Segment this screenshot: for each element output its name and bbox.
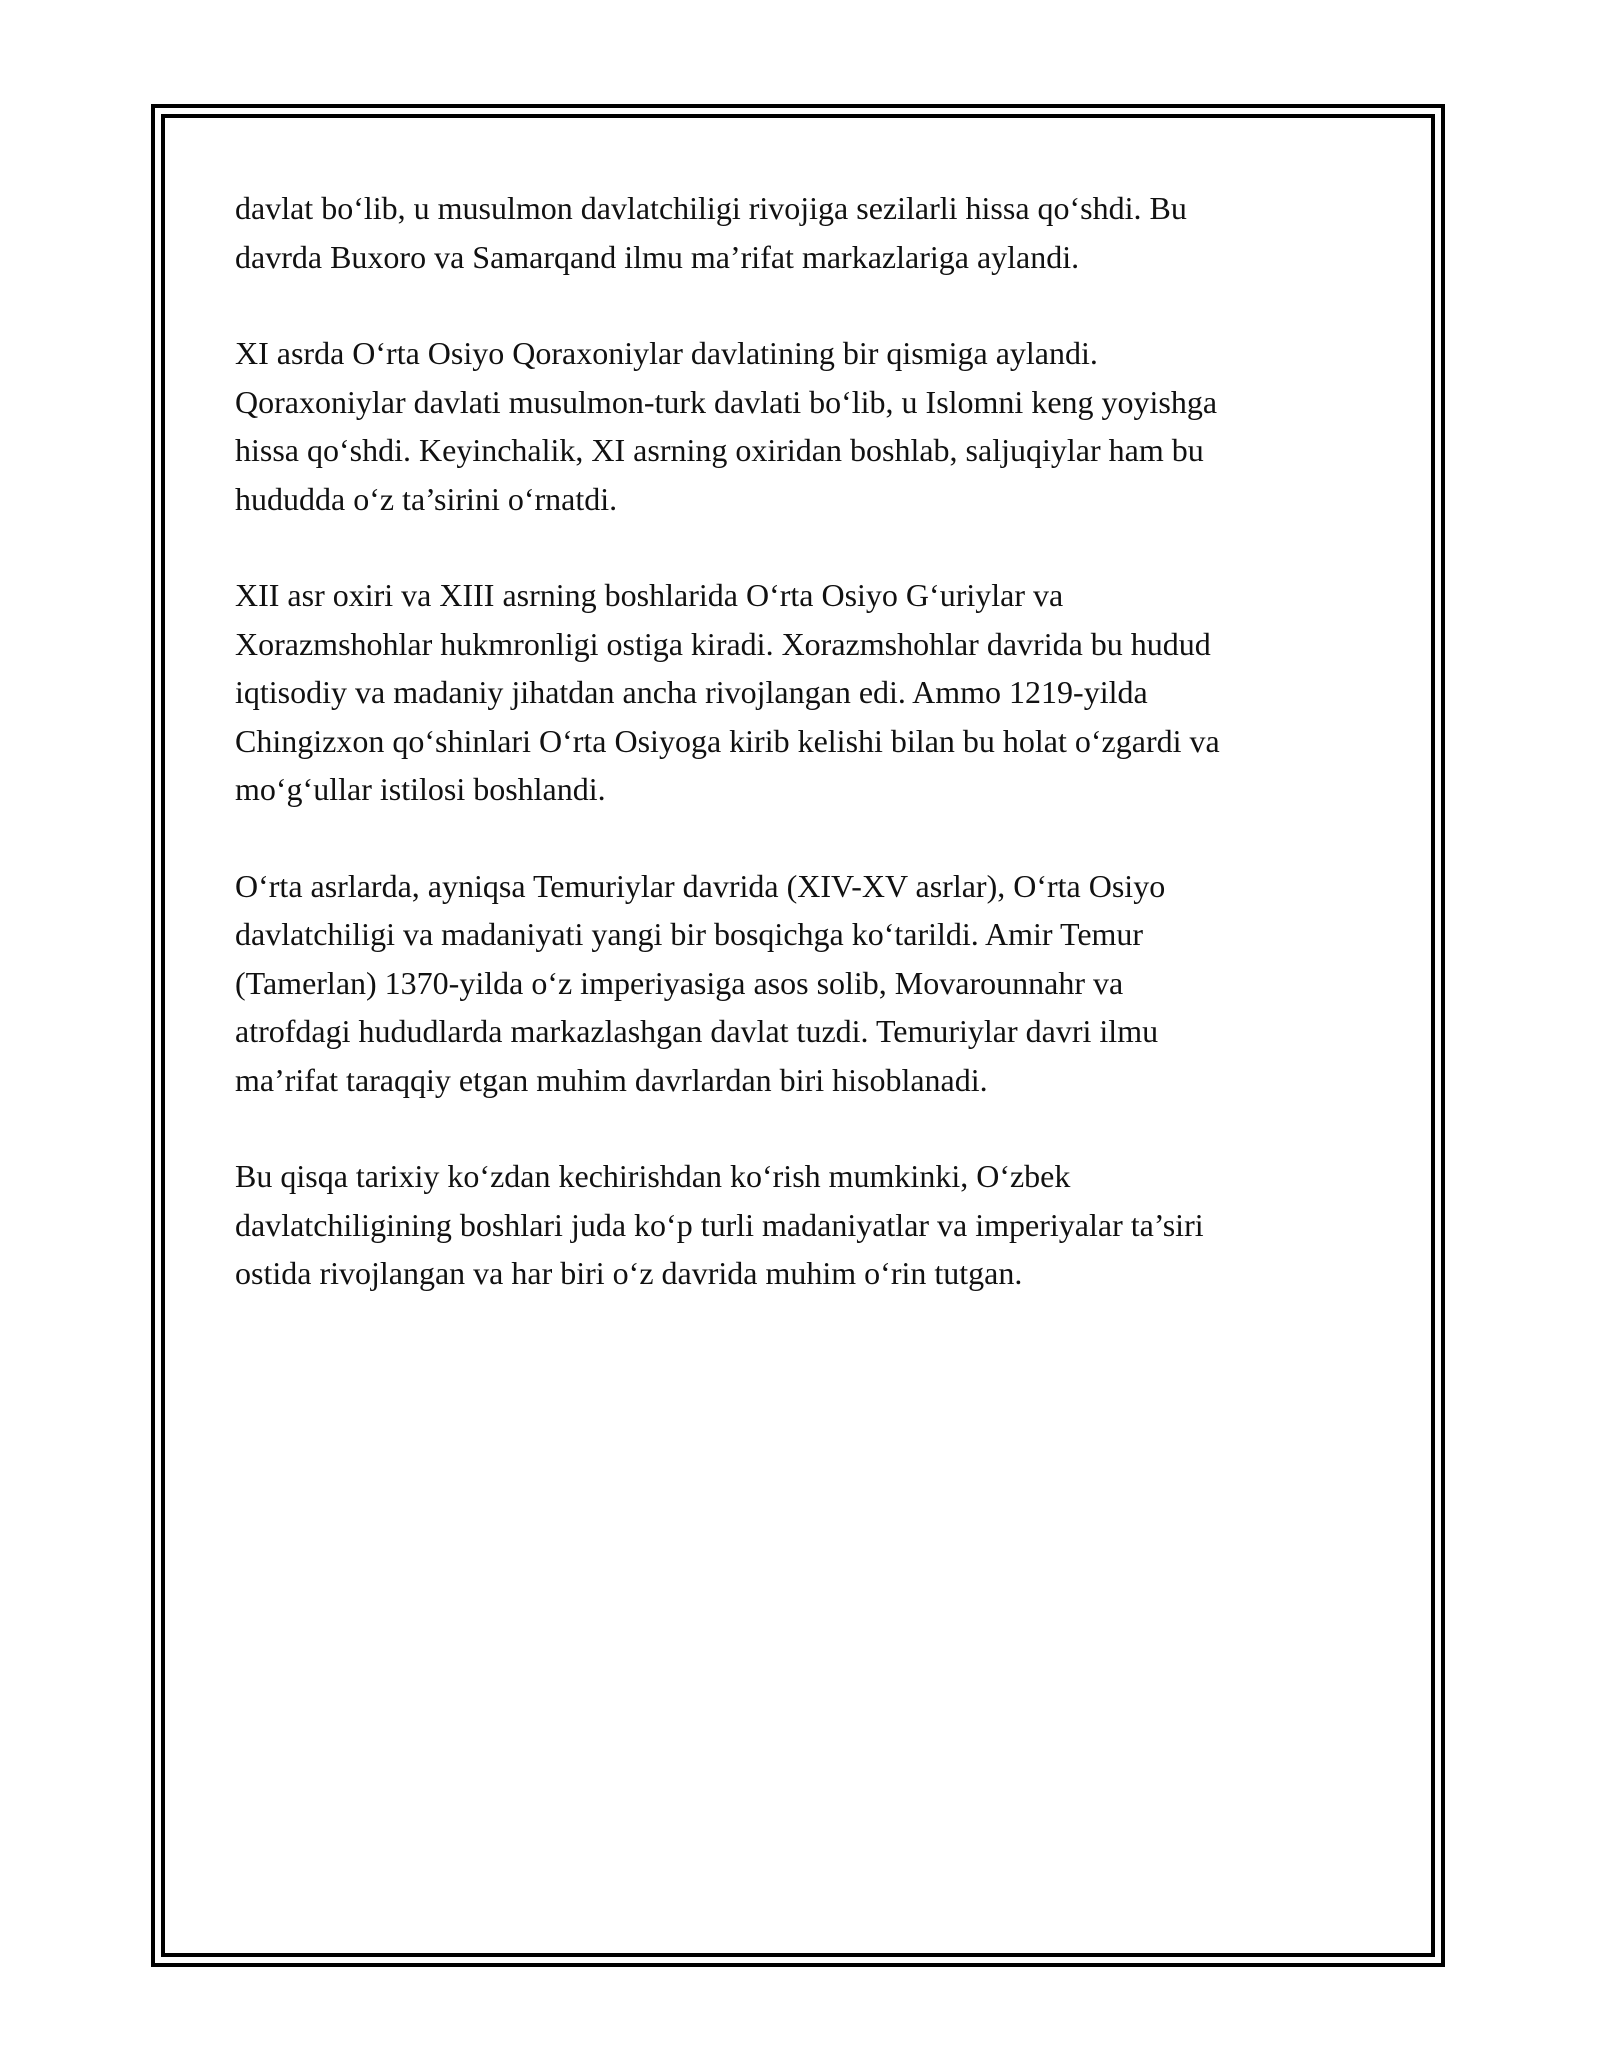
document-body [235, 184, 1365, 1346]
paragraph-2: XI asrda O‘rta Osiyo Qoraxoniylar davlatining bir qismiga aylandi. Qoraxoniylar davlati musulmon-turk davlati bo‘lib, u Islomni keng yoyishga hissa qo‘shdi. Keyinchalik, XI asrning oxiridan boshlab, saljuqiylar ham bu hududda o‘z ta’sirini o‘rnatdi. [235, 335, 1218, 517]
paragraph-5: Bu qisqa tarixiy ko‘zdan kechirishdan ko‘rish mumkinki, O‘zbek davlatchiligining boshlari juda ko‘p turli madaniyatlar va imperiyalar ta’siri ostida rivojlangan va har biri o‘z davrida muhim o‘rin tutgan. [235, 1158, 1204, 1291]
paragraph-4: O‘rta asrlarda, ayniqsa Temuriylar davrida (XIV-XV asrlar), O‘rta Osiyo davlatchiligi va madaniyati yangi bir bosqichga ko‘tarildi. Amir Temur (Tamerlan) 1370-yilda o‘z imperiyasiga asos solib, Movarounnahr va atrofdagi hududlarda markazlashgan davlat tuzdi. Temuriylar davri ilmu ma’rifat taraqqiy etgan muhim davrlardan biri hisoblanadi. [235, 867, 1166, 1098]
paragraph-1: davlat bo‘lib, u musulmon davlatchiligi rivojiga sezilarli hissa qo‘shdi. Bu davrda Buxoro va Samarqand ilmu ma’rifat markazlariga aylandi. [235, 190, 1187, 275]
paragraph-3: XII asr oxiri va XIII asrning boshlarida O‘rta Osiyo G‘uriylar va Xorazmshohlar hukmronligi ostiga kiradi. Xorazmshohlar davrida bu hudud iqtisodiy va madaniy jihatdan ancha rivojlangan edi. Ammo 1219-yilda Chingizxon qo‘shinlari O‘rta Osiyoga kirib kelishi bilan bu holat o‘zgardi va mo‘g‘ullar istilosi boshlandi. [235, 577, 1220, 807]
